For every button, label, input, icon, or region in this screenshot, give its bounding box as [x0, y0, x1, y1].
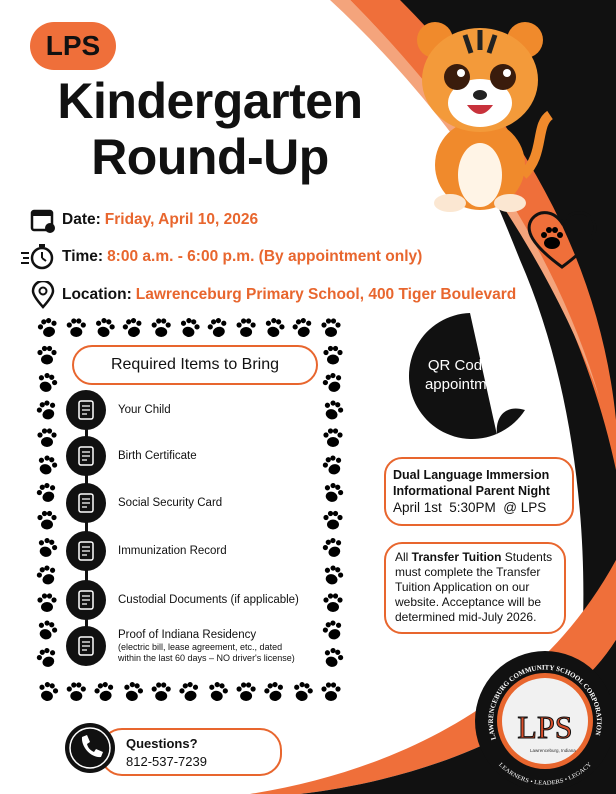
paw-print-icon	[35, 646, 59, 670]
lps-badge: LPS	[30, 22, 116, 70]
paw-print-icon	[321, 453, 345, 477]
paw-print-icon	[152, 318, 171, 337]
paw-print-icon	[263, 316, 286, 339]
paw-print-icon	[206, 316, 229, 339]
paw-print-icon	[323, 593, 342, 612]
phone-number[interactable]: 812-537-7239	[126, 754, 207, 769]
item-note: (electric bill, lease agreement, etc., dated	[118, 642, 283, 652]
paw-print-icon	[321, 682, 340, 701]
paw-print-icon	[321, 318, 340, 337]
paw-print-icon	[93, 316, 116, 339]
required-item	[66, 436, 197, 476]
item-label: Social Security Card	[118, 497, 223, 509]
required-item	[66, 626, 295, 666]
required-items-heading: Required Items to Bring	[72, 345, 318, 385]
paw-print-icon	[121, 680, 144, 703]
paw-print-icon	[35, 371, 59, 395]
paw-print-icon	[321, 536, 345, 560]
seal-center: LPS	[517, 709, 573, 745]
paw-print-icon	[178, 680, 201, 703]
paw-print-icon	[321, 481, 345, 505]
paw-print-icon	[67, 318, 86, 337]
paw-print-icon	[121, 316, 144, 339]
location-row: Location: Lawrenceburg Primary School, 400 Tiger Boulevard	[30, 281, 516, 309]
paw-print-icon	[323, 428, 342, 447]
item-label: Immunization Record	[118, 545, 227, 557]
item-note: within the last 60 days – NO driver's license)	[118, 653, 295, 663]
date-row: Date: Friday, April 10, 2026	[30, 207, 258, 233]
paw-print-icon	[321, 618, 345, 642]
seal-town: Lawrenceburg, Indiana	[530, 748, 576, 753]
paw-print-icon	[35, 398, 59, 422]
paw-print-icon	[37, 593, 56, 612]
paw-print-icon	[35, 618, 59, 642]
children-icon	[66, 390, 106, 430]
certificate-icon	[66, 436, 106, 476]
legal-documents-icon	[66, 580, 106, 620]
paw-print-icon	[323, 346, 342, 365]
paw-print-icon	[178, 316, 201, 339]
tiger-mascot-image	[405, 5, 555, 215]
paw-print-icon	[37, 511, 56, 530]
paw-print-icon	[291, 316, 314, 339]
required-item	[66, 390, 171, 430]
time-row: Time: 8:00 a.m. - 6:00 p.m. (By appointment only)	[20, 244, 422, 270]
paw-print-icon	[37, 346, 56, 365]
required-item	[66, 580, 299, 620]
required-item	[66, 531, 227, 571]
paw-print-icon	[36, 316, 59, 339]
paw-print-icon	[321, 646, 345, 670]
paw-print-icon	[323, 511, 342, 530]
item-label: Proof of Indiana Residency	[118, 629, 257, 641]
right-info-column	[384, 457, 576, 634]
item-label: Your Child	[118, 404, 171, 416]
item-label: Custodial Documents (if applicable)	[118, 594, 299, 606]
house-family-icon	[66, 626, 106, 666]
paw-print-icon	[35, 453, 59, 477]
seal-motto: LEARNERS • LEADERS • LEGACY	[497, 762, 593, 787]
paw-print-icon	[93, 680, 116, 703]
paw-print-icon	[237, 682, 256, 701]
paw-print-icon	[321, 398, 345, 422]
school-seal-logo	[474, 650, 616, 792]
questions-box: Questions? 812-537-7239	[100, 728, 282, 776]
title-line2: Round-Up	[91, 129, 329, 185]
medical-record-icon	[66, 531, 106, 571]
title-line1: Kindergarten	[57, 73, 363, 129]
paw-print-icon	[206, 680, 229, 703]
paw-print-icon	[36, 680, 59, 703]
required-item	[66, 483, 222, 523]
paw-print-icon	[291, 680, 314, 703]
seal-ring-text: LAWRENCEBURG COMMUNITY SCHOOL CORPORATION	[486, 663, 604, 741]
heart-paw-icon	[522, 205, 602, 275]
paw-print-icon	[237, 318, 256, 337]
item-label: Birth Certificate	[118, 450, 197, 462]
paw-print-icon	[35, 563, 59, 587]
paw-print-icon	[321, 371, 345, 395]
paw-print-icon	[152, 682, 171, 701]
paw-print-icon	[321, 563, 345, 587]
qr-code-label: QR Code for appointments	[424, 357, 516, 393]
transfer-tuition-box: All Transfer Tuition Students must complete the Transfer Tuition Application on our website. Acceptance will be determined mid-July 2026.	[384, 542, 566, 634]
phone-icon	[64, 722, 116, 774]
dual-language-box: Dual Language Immersion Informational Parent Night April 1st 5:30PM @ LPS	[384, 457, 574, 526]
paw-print-icon	[37, 428, 56, 447]
id-card-icon	[66, 483, 106, 523]
paw-print-icon	[35, 481, 59, 505]
paw-print-icon	[67, 682, 86, 701]
paw-print-icon	[35, 536, 59, 560]
paw-print-icon	[263, 680, 286, 703]
